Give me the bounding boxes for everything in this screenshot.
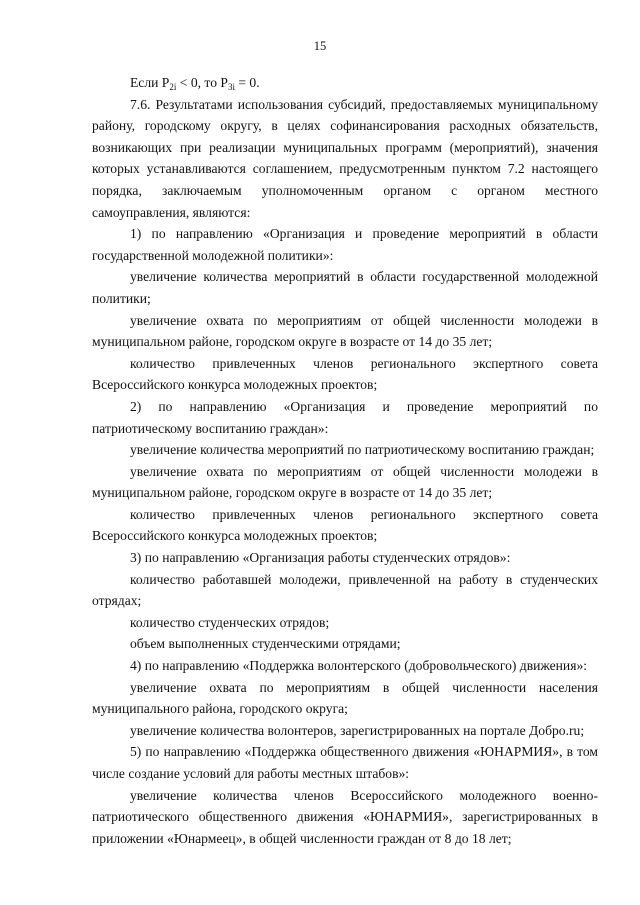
paragraph-7-6: 7.6. Результатами использования субсидий, предоставляемых муниципальному району, городскому округу, в целях софинансирования расходных обязательств, возникающих при реализации муниципальных программ (мероприятий), значения которых устанавливаются соглашением, предусмотренным пунктом 7.2 настоящего порядка, заключаемым уполномоченным органом с органом местного самоуправления, являются: [92, 96, 598, 220]
document-body [92, 72, 598, 849]
list-item: увеличение количества членов Всероссийского молодежного военно-патриотического общественного движения «ЮНАРМИЯ», зарегистрированных в приложении «Юнармеец», в общей численности граждан от 8 до 18 лет; [92, 787, 598, 846]
condition-subscript-1: 2i [169, 82, 177, 92]
direction-2-heading: 2) по направлению «Организация и проведение мероприятий по патриотическому воспитанию граждан»: [92, 398, 598, 436]
condition-prefix: Если P [130, 75, 170, 90]
list-item: увеличение охвата по мероприятиям от общей численности молодежи в муниципальном районе, городском округе в возрасте от 14 до 35 лет; [92, 463, 598, 501]
page-number: 15 [313, 39, 327, 53]
condition-subscript-2: 3i [227, 82, 235, 92]
list-item: увеличение охвата по мероприятиям от общей численности молодежи в муниципальном районе, городском округе в возрасте от 14 до 35 лет; [92, 312, 598, 350]
direction-3-heading: 3) по направлению «Организация работы студенческих отрядов»: [130, 550, 511, 566]
list-item: объем выполненных студенческими отрядами; [130, 636, 401, 652]
list-item: увеличение охвата по мероприятиям в общей численности населения муниципального района, городского округа; [92, 679, 598, 717]
list-item: количество привлеченных членов регионального экспертного совета Всероссийского конкурса молодежных проектов; [92, 355, 598, 393]
list-item: количество студенческих отрядов; [130, 614, 330, 630]
direction-4-heading: 4) по направлению «Поддержка волонтерского (добровольческого) движения»: [130, 658, 588, 674]
condition-middle: < 0, то P [176, 75, 228, 90]
list-item: количество привлеченных членов регионального экспертного совета Всероссийского конкурса молодежных проектов; [92, 506, 598, 544]
condition-line [92, 72, 598, 94]
direction-5-heading: 5) по направлению «Поддержка общественного движения «ЮНАРМИЯ», в том числе создание условий для работы местных штабов»: [92, 744, 598, 781]
list-item: увеличение количества мероприятий по патриотическому воспитанию граждан; [130, 442, 595, 458]
list-item: увеличение количества волонтеров, зарегистрированных на портале Добро.ru; [130, 722, 585, 738]
list-item: количество работавшей молодежи, привлеченной на работу в студенческих отрядах; [92, 571, 598, 609]
direction-1-heading: 1) по направлению «Организация и проведение мероприятий в области государственной молодежной политики»: [92, 226, 598, 263]
list-item: увеличение количества мероприятий в области государственной молодежной политики; [92, 269, 598, 306]
condition-suffix: = 0. [234, 75, 260, 90]
